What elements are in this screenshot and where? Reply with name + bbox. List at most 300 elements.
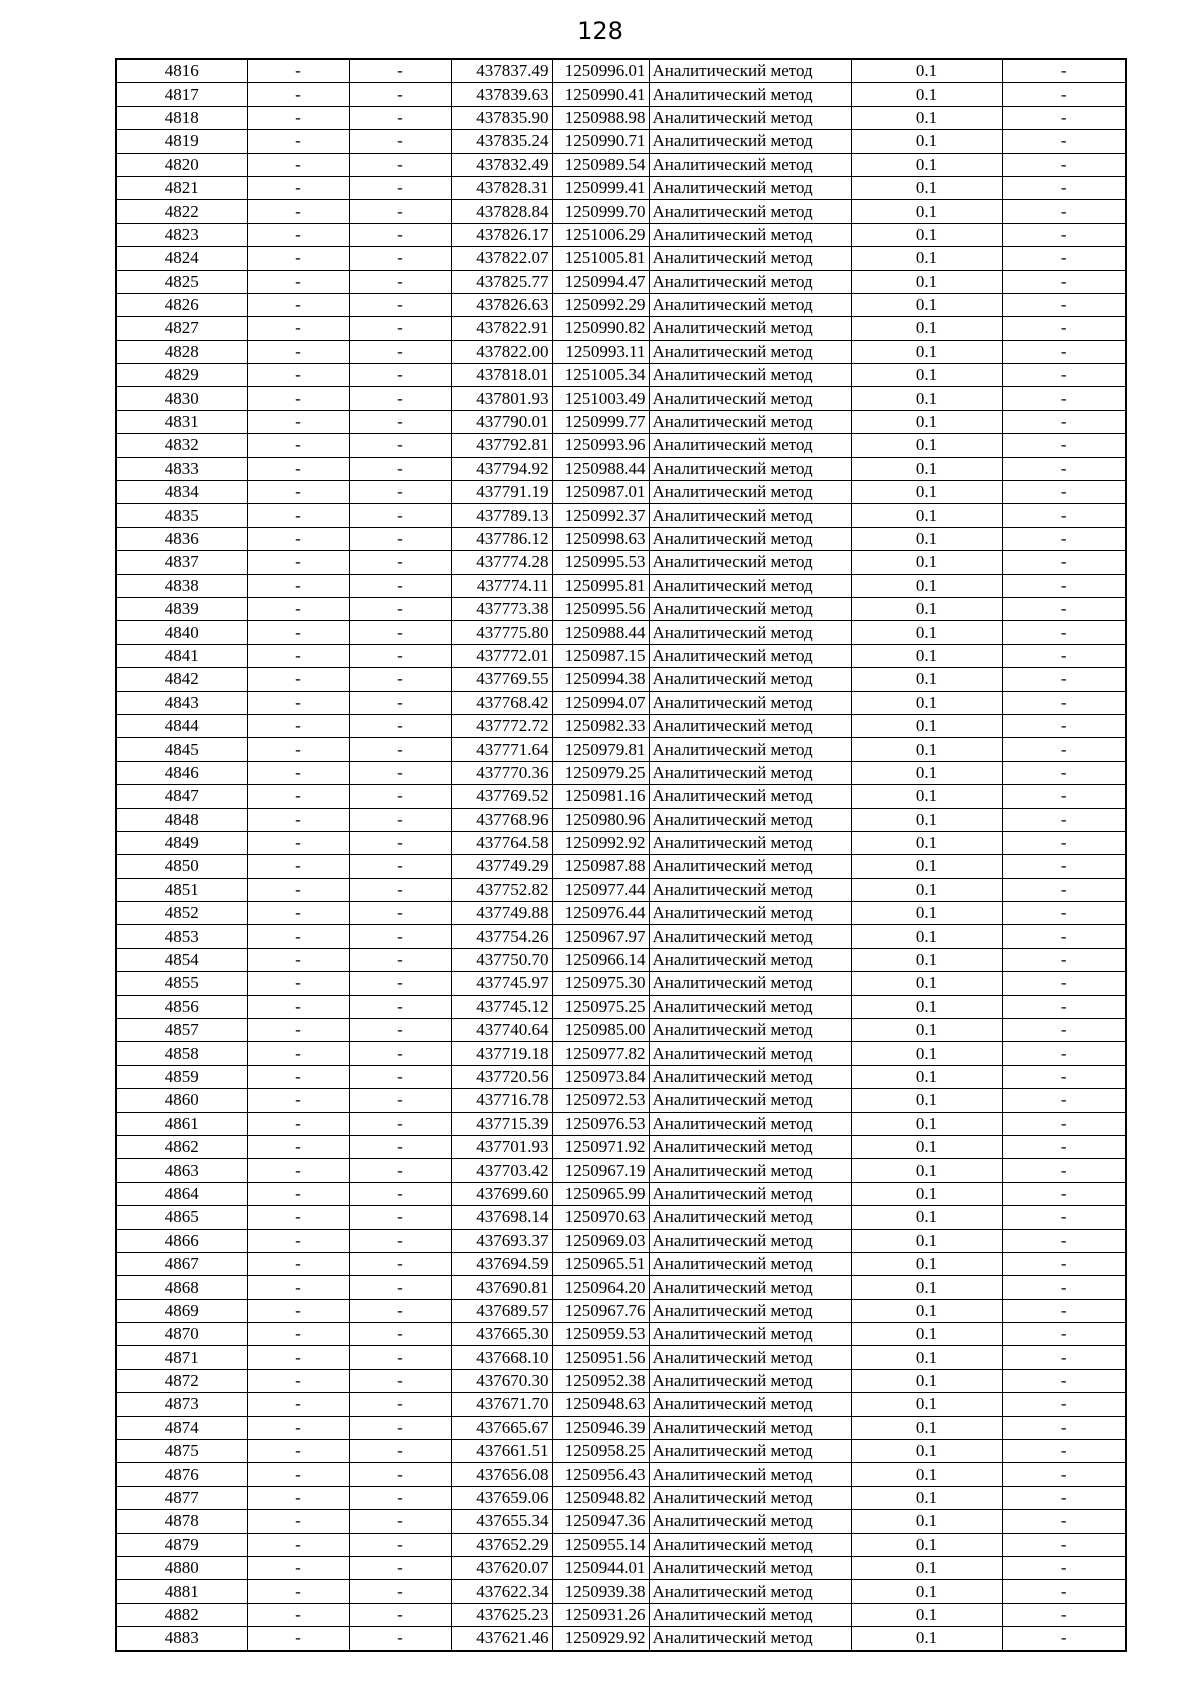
dash-cell-1: - xyxy=(247,176,349,199)
dash-cell-3: - xyxy=(1002,972,1126,995)
y-coordinate-cell: 1250969.03 xyxy=(552,1229,649,1252)
coordinates-table xyxy=(115,58,1127,1652)
accuracy-cell: 0.1 xyxy=(851,621,1002,644)
method-cell: Аналитический метод xyxy=(649,270,851,293)
method-cell: Аналитический метод xyxy=(649,1042,851,1065)
point-number-cell: 4877 xyxy=(116,1486,247,1509)
table-row xyxy=(116,153,1126,176)
table-row xyxy=(116,1042,1126,1065)
accuracy-cell: 0.1 xyxy=(851,1089,1002,1112)
accuracy-cell: 0.1 xyxy=(851,1206,1002,1229)
accuracy-cell: 0.1 xyxy=(851,1440,1002,1463)
method-cell: Аналитический метод xyxy=(649,855,851,878)
accuracy-cell: 0.1 xyxy=(851,200,1002,223)
method-cell: Аналитический метод xyxy=(649,1486,851,1509)
dash-cell-2: - xyxy=(349,948,451,971)
table-row xyxy=(116,1159,1126,1182)
dash-cell-3: - xyxy=(1002,831,1126,854)
dash-cell-1: - xyxy=(247,1580,349,1603)
x-coordinate-cell: 437826.17 xyxy=(451,223,552,246)
accuracy-cell: 0.1 xyxy=(851,644,1002,667)
dash-cell-1: - xyxy=(247,130,349,153)
dash-cell-2: - xyxy=(349,691,451,714)
point-number-cell: 4849 xyxy=(116,831,247,854)
point-number-cell: 4865 xyxy=(116,1206,247,1229)
dash-cell-1: - xyxy=(247,1323,349,1346)
point-number-cell: 4851 xyxy=(116,878,247,901)
dash-cell-1: - xyxy=(247,1463,349,1486)
accuracy-cell: 0.1 xyxy=(851,153,1002,176)
table-row xyxy=(116,1252,1126,1275)
method-cell: Аналитический метод xyxy=(649,340,851,363)
accuracy-cell: 0.1 xyxy=(851,340,1002,363)
dash-cell-1: - xyxy=(247,948,349,971)
method-cell: Аналитический метод xyxy=(649,410,851,433)
point-number-cell: 4870 xyxy=(116,1323,247,1346)
table-row xyxy=(116,293,1126,316)
x-coordinate-cell: 437750.70 xyxy=(451,948,552,971)
table-row xyxy=(116,761,1126,784)
dash-cell-3: - xyxy=(1002,59,1126,83)
accuracy-cell: 0.1 xyxy=(851,1159,1002,1182)
method-cell: Аналитический метод xyxy=(649,1159,851,1182)
point-number-cell: 4861 xyxy=(116,1112,247,1135)
accuracy-cell: 0.1 xyxy=(851,223,1002,246)
table-row xyxy=(116,504,1126,527)
dash-cell-3: - xyxy=(1002,293,1126,316)
point-number-cell: 4829 xyxy=(116,364,247,387)
point-number-cell: 4879 xyxy=(116,1533,247,1556)
accuracy-cell: 0.1 xyxy=(851,902,1002,925)
table-row xyxy=(116,364,1126,387)
y-coordinate-cell: 1250948.63 xyxy=(552,1393,649,1416)
y-coordinate-cell: 1250973.84 xyxy=(552,1065,649,1088)
dash-cell-2: - xyxy=(349,410,451,433)
method-cell: Аналитический метод xyxy=(649,597,851,620)
x-coordinate-cell: 437835.24 xyxy=(451,130,552,153)
table-row xyxy=(116,1463,1126,1486)
table-row xyxy=(116,1276,1126,1299)
point-number-cell: 4858 xyxy=(116,1042,247,1065)
method-cell: Аналитический метод xyxy=(649,621,851,644)
dash-cell-2: - xyxy=(349,831,451,854)
dash-cell-3: - xyxy=(1002,1065,1126,1088)
table-row xyxy=(116,410,1126,433)
x-coordinate-cell: 437745.12 xyxy=(451,995,552,1018)
y-coordinate-cell: 1250988.44 xyxy=(552,457,649,480)
x-coordinate-cell: 437620.07 xyxy=(451,1557,552,1580)
accuracy-cell: 0.1 xyxy=(851,1042,1002,1065)
x-coordinate-cell: 437694.59 xyxy=(451,1252,552,1275)
accuracy-cell: 0.1 xyxy=(851,1252,1002,1275)
table-row xyxy=(116,1323,1126,1346)
method-cell: Аналитический метод xyxy=(649,59,851,83)
dash-cell-1: - xyxy=(247,1276,349,1299)
method-cell: Аналитический метод xyxy=(649,247,851,270)
dash-cell-1: - xyxy=(247,293,349,316)
dash-cell-1: - xyxy=(247,925,349,948)
accuracy-cell: 0.1 xyxy=(851,270,1002,293)
x-coordinate-cell: 437754.26 xyxy=(451,925,552,948)
x-coordinate-cell: 437665.67 xyxy=(451,1416,552,1439)
table-row xyxy=(116,668,1126,691)
method-cell: Аналитический метод xyxy=(649,551,851,574)
point-number-cell: 4866 xyxy=(116,1229,247,1252)
method-cell: Аналитический метод xyxy=(649,1557,851,1580)
table-row xyxy=(116,1065,1126,1088)
point-number-cell: 4847 xyxy=(116,785,247,808)
x-coordinate-cell: 437740.64 xyxy=(451,1019,552,1042)
dash-cell-2: - xyxy=(349,1580,451,1603)
method-cell: Аналитический метод xyxy=(649,925,851,948)
dash-cell-2: - xyxy=(349,434,451,457)
table-row xyxy=(116,574,1126,597)
method-cell: Аналитический метод xyxy=(649,504,851,527)
table-row xyxy=(116,644,1126,667)
dash-cell-2: - xyxy=(349,317,451,340)
dash-cell-3: - xyxy=(1002,1463,1126,1486)
table-row xyxy=(116,878,1126,901)
x-coordinate-cell: 437668.10 xyxy=(451,1346,552,1369)
x-coordinate-cell: 437839.63 xyxy=(451,83,552,106)
method-cell: Аналитический метод xyxy=(649,1440,851,1463)
x-coordinate-cell: 437790.01 xyxy=(451,410,552,433)
accuracy-cell: 0.1 xyxy=(851,130,1002,153)
x-coordinate-cell: 437825.77 xyxy=(451,270,552,293)
table-body xyxy=(116,59,1126,1651)
table-row xyxy=(116,972,1126,995)
dash-cell-2: - xyxy=(349,504,451,527)
dash-cell-2: - xyxy=(349,200,451,223)
table-row xyxy=(116,200,1126,223)
table-row xyxy=(116,1206,1126,1229)
x-coordinate-cell: 437689.57 xyxy=(451,1299,552,1322)
x-coordinate-cell: 437828.31 xyxy=(451,176,552,199)
accuracy-cell: 0.1 xyxy=(851,1019,1002,1042)
y-coordinate-cell: 1250990.82 xyxy=(552,317,649,340)
accuracy-cell: 0.1 xyxy=(851,293,1002,316)
dash-cell-2: - xyxy=(349,738,451,761)
dash-cell-1: - xyxy=(247,223,349,246)
point-number-cell: 4824 xyxy=(116,247,247,270)
dash-cell-3: - xyxy=(1002,364,1126,387)
dash-cell-2: - xyxy=(349,1323,451,1346)
x-coordinate-cell: 437701.93 xyxy=(451,1135,552,1158)
x-coordinate-cell: 437772.01 xyxy=(451,644,552,667)
dash-cell-1: - xyxy=(247,644,349,667)
x-coordinate-cell: 437832.49 xyxy=(451,153,552,176)
dash-cell-3: - xyxy=(1002,1182,1126,1205)
table-row xyxy=(116,855,1126,878)
table-row xyxy=(116,270,1126,293)
dash-cell-1: - xyxy=(247,855,349,878)
x-coordinate-cell: 437818.01 xyxy=(451,364,552,387)
y-coordinate-cell: 1250980.96 xyxy=(552,808,649,831)
dash-cell-3: - xyxy=(1002,1369,1126,1392)
accuracy-cell: 0.1 xyxy=(851,831,1002,854)
method-cell: Аналитический метод xyxy=(649,785,851,808)
dash-cell-1: - xyxy=(247,597,349,620)
method-cell: Аналитический метод xyxy=(649,1580,851,1603)
accuracy-cell: 0.1 xyxy=(851,948,1002,971)
table-row xyxy=(116,59,1126,83)
dash-cell-3: - xyxy=(1002,387,1126,410)
dash-cell-2: - xyxy=(349,247,451,270)
y-coordinate-cell: 1250975.25 xyxy=(552,995,649,1018)
y-coordinate-cell: 1251005.81 xyxy=(552,247,649,270)
point-number-cell: 4878 xyxy=(116,1510,247,1533)
method-cell: Аналитический метод xyxy=(649,1323,851,1346)
dash-cell-1: - xyxy=(247,1206,349,1229)
point-number-cell: 4828 xyxy=(116,340,247,363)
accuracy-cell: 0.1 xyxy=(851,738,1002,761)
dash-cell-1: - xyxy=(247,1627,349,1651)
point-number-cell: 4817 xyxy=(116,83,247,106)
table-row xyxy=(116,434,1126,457)
x-coordinate-cell: 437621.46 xyxy=(451,1627,552,1651)
point-number-cell: 4869 xyxy=(116,1299,247,1322)
dash-cell-3: - xyxy=(1002,106,1126,129)
accuracy-cell: 0.1 xyxy=(851,1299,1002,1322)
accuracy-cell: 0.1 xyxy=(851,1603,1002,1626)
point-number-cell: 4839 xyxy=(116,597,247,620)
method-cell: Аналитический метод xyxy=(649,902,851,925)
dash-cell-3: - xyxy=(1002,270,1126,293)
method-cell: Аналитический метод xyxy=(649,83,851,106)
y-coordinate-cell: 1250992.92 xyxy=(552,831,649,854)
dash-cell-1: - xyxy=(247,200,349,223)
dash-cell-1: - xyxy=(247,270,349,293)
x-coordinate-cell: 437775.80 xyxy=(451,621,552,644)
dash-cell-3: - xyxy=(1002,1510,1126,1533)
method-cell: Аналитический метод xyxy=(649,1299,851,1322)
table-row xyxy=(116,340,1126,363)
y-coordinate-cell: 1250999.77 xyxy=(552,410,649,433)
method-cell: Аналитический метод xyxy=(649,878,851,901)
point-number-cell: 4862 xyxy=(116,1135,247,1158)
y-coordinate-cell: 1250929.92 xyxy=(552,1627,649,1651)
dash-cell-3: - xyxy=(1002,621,1126,644)
x-coordinate-cell: 437828.84 xyxy=(451,200,552,223)
accuracy-cell: 0.1 xyxy=(851,691,1002,714)
point-number-cell: 4874 xyxy=(116,1416,247,1439)
dash-cell-2: - xyxy=(349,714,451,737)
point-number-cell: 4873 xyxy=(116,1393,247,1416)
accuracy-cell: 0.1 xyxy=(851,247,1002,270)
dash-cell-1: - xyxy=(247,714,349,737)
dash-cell-2: - xyxy=(349,1393,451,1416)
dash-cell-3: - xyxy=(1002,1042,1126,1065)
dash-cell-1: - xyxy=(247,1299,349,1322)
dash-cell-1: - xyxy=(247,1182,349,1205)
method-cell: Аналитический метод xyxy=(649,317,851,340)
point-number-cell: 4856 xyxy=(116,995,247,1018)
dash-cell-1: - xyxy=(247,1557,349,1580)
accuracy-cell: 0.1 xyxy=(851,761,1002,784)
point-number-cell: 4836 xyxy=(116,527,247,550)
table-row xyxy=(116,948,1126,971)
x-coordinate-cell: 437670.30 xyxy=(451,1369,552,1392)
table-row xyxy=(116,223,1126,246)
dash-cell-3: - xyxy=(1002,1323,1126,1346)
method-cell: Аналитический метод xyxy=(649,364,851,387)
dash-cell-1: - xyxy=(247,504,349,527)
dash-cell-1: - xyxy=(247,1486,349,1509)
point-number-cell: 4819 xyxy=(116,130,247,153)
method-cell: Аналитический метод xyxy=(649,1182,851,1205)
accuracy-cell: 0.1 xyxy=(851,1112,1002,1135)
table-row xyxy=(116,457,1126,480)
method-cell: Аналитический метод xyxy=(649,200,851,223)
y-coordinate-cell: 1250956.43 xyxy=(552,1463,649,1486)
dash-cell-2: - xyxy=(349,223,451,246)
dash-cell-2: - xyxy=(349,1440,451,1463)
dash-cell-1: - xyxy=(247,1510,349,1533)
accuracy-cell: 0.1 xyxy=(851,410,1002,433)
dash-cell-2: - xyxy=(349,1229,451,1252)
x-coordinate-cell: 437716.78 xyxy=(451,1089,552,1112)
dash-cell-1: - xyxy=(247,761,349,784)
dash-cell-3: - xyxy=(1002,644,1126,667)
accuracy-cell: 0.1 xyxy=(851,597,1002,620)
table-row xyxy=(116,597,1126,620)
dash-cell-3: - xyxy=(1002,481,1126,504)
dash-cell-3: - xyxy=(1002,1603,1126,1626)
table-row xyxy=(116,1019,1126,1042)
table-row xyxy=(116,808,1126,831)
method-cell: Аналитический метод xyxy=(649,1369,851,1392)
point-number-cell: 4841 xyxy=(116,644,247,667)
table-row xyxy=(116,1486,1126,1509)
method-cell: Аналитический метод xyxy=(649,1603,851,1626)
x-coordinate-cell: 437659.06 xyxy=(451,1486,552,1509)
dash-cell-1: - xyxy=(247,527,349,550)
point-number-cell: 4881 xyxy=(116,1580,247,1603)
dash-cell-3: - xyxy=(1002,176,1126,199)
accuracy-cell: 0.1 xyxy=(851,1323,1002,1346)
dash-cell-1: - xyxy=(247,59,349,83)
accuracy-cell: 0.1 xyxy=(851,551,1002,574)
dash-cell-2: - xyxy=(349,130,451,153)
table-row xyxy=(116,176,1126,199)
dash-cell-2: - xyxy=(349,364,451,387)
accuracy-cell: 0.1 xyxy=(851,1369,1002,1392)
dash-cell-2: - xyxy=(349,1533,451,1556)
dash-cell-1: - xyxy=(247,1252,349,1275)
dash-cell-2: - xyxy=(349,574,451,597)
y-coordinate-cell: 1250946.39 xyxy=(552,1416,649,1439)
method-cell: Аналитический метод xyxy=(649,668,851,691)
point-number-cell: 4837 xyxy=(116,551,247,574)
dash-cell-3: - xyxy=(1002,551,1126,574)
dash-cell-3: - xyxy=(1002,317,1126,340)
dash-cell-1: - xyxy=(247,785,349,808)
accuracy-cell: 0.1 xyxy=(851,925,1002,948)
x-coordinate-cell: 437698.14 xyxy=(451,1206,552,1229)
dash-cell-1: - xyxy=(247,434,349,457)
dash-cell-3: - xyxy=(1002,668,1126,691)
point-number-cell: 4852 xyxy=(116,902,247,925)
dash-cell-2: - xyxy=(349,878,451,901)
dash-cell-1: - xyxy=(247,1440,349,1463)
dash-cell-2: - xyxy=(349,855,451,878)
dash-cell-3: - xyxy=(1002,527,1126,550)
dash-cell-2: - xyxy=(349,293,451,316)
method-cell: Аналитический метод xyxy=(649,761,851,784)
point-number-cell: 4868 xyxy=(116,1276,247,1299)
point-number-cell: 4842 xyxy=(116,668,247,691)
x-coordinate-cell: 437770.36 xyxy=(451,761,552,784)
table-row xyxy=(116,714,1126,737)
method-cell: Аналитический метод xyxy=(649,293,851,316)
dash-cell-1: - xyxy=(247,808,349,831)
dash-cell-1: - xyxy=(247,574,349,597)
y-coordinate-cell: 1250999.41 xyxy=(552,176,649,199)
point-number-cell: 4882 xyxy=(116,1603,247,1626)
accuracy-cell: 0.1 xyxy=(851,1510,1002,1533)
dash-cell-1: - xyxy=(247,1416,349,1439)
dash-cell-2: - xyxy=(349,668,451,691)
y-coordinate-cell: 1250988.98 xyxy=(552,106,649,129)
table-row xyxy=(116,1089,1126,1112)
point-number-cell: 4863 xyxy=(116,1159,247,1182)
dash-cell-2: - xyxy=(349,1019,451,1042)
y-coordinate-cell: 1250977.44 xyxy=(552,878,649,901)
point-number-cell: 4857 xyxy=(116,1019,247,1042)
y-coordinate-cell: 1250987.01 xyxy=(552,481,649,504)
dash-cell-2: - xyxy=(349,1557,451,1580)
point-number-cell: 4835 xyxy=(116,504,247,527)
y-coordinate-cell: 1250992.37 xyxy=(552,504,649,527)
dash-cell-2: - xyxy=(349,925,451,948)
table-row xyxy=(116,551,1126,574)
dash-cell-2: - xyxy=(349,83,451,106)
dash-cell-1: - xyxy=(247,387,349,410)
x-coordinate-cell: 437652.29 xyxy=(451,1533,552,1556)
y-coordinate-cell: 1250971.92 xyxy=(552,1135,649,1158)
dash-cell-3: - xyxy=(1002,1159,1126,1182)
point-number-cell: 4816 xyxy=(116,59,247,83)
dash-cell-1: - xyxy=(247,1229,349,1252)
dash-cell-3: - xyxy=(1002,223,1126,246)
dash-cell-2: - xyxy=(349,1463,451,1486)
table-row xyxy=(116,106,1126,129)
y-coordinate-cell: 1250994.07 xyxy=(552,691,649,714)
point-number-cell: 4864 xyxy=(116,1182,247,1205)
point-number-cell: 4821 xyxy=(116,176,247,199)
table-row xyxy=(116,1557,1126,1580)
dash-cell-3: - xyxy=(1002,761,1126,784)
y-coordinate-cell: 1250987.15 xyxy=(552,644,649,667)
method-cell: Аналитический метод xyxy=(649,831,851,854)
table-row xyxy=(116,1369,1126,1392)
table-row xyxy=(116,925,1126,948)
method-cell: Аналитический метод xyxy=(649,574,851,597)
method-cell: Аналитический метод xyxy=(649,644,851,667)
y-coordinate-cell: 1250977.82 xyxy=(552,1042,649,1065)
dash-cell-2: - xyxy=(349,1276,451,1299)
dash-cell-3: - xyxy=(1002,457,1126,480)
y-coordinate-cell: 1250989.54 xyxy=(552,153,649,176)
dash-cell-2: - xyxy=(349,621,451,644)
method-cell: Аналитический метод xyxy=(649,1393,851,1416)
point-number-cell: 4860 xyxy=(116,1089,247,1112)
y-coordinate-cell: 1250939.38 xyxy=(552,1580,649,1603)
method-cell: Аналитический метод xyxy=(649,1416,851,1439)
method-cell: Аналитический метод xyxy=(649,1463,851,1486)
y-coordinate-cell: 1250976.53 xyxy=(552,1112,649,1135)
dash-cell-2: - xyxy=(349,270,451,293)
